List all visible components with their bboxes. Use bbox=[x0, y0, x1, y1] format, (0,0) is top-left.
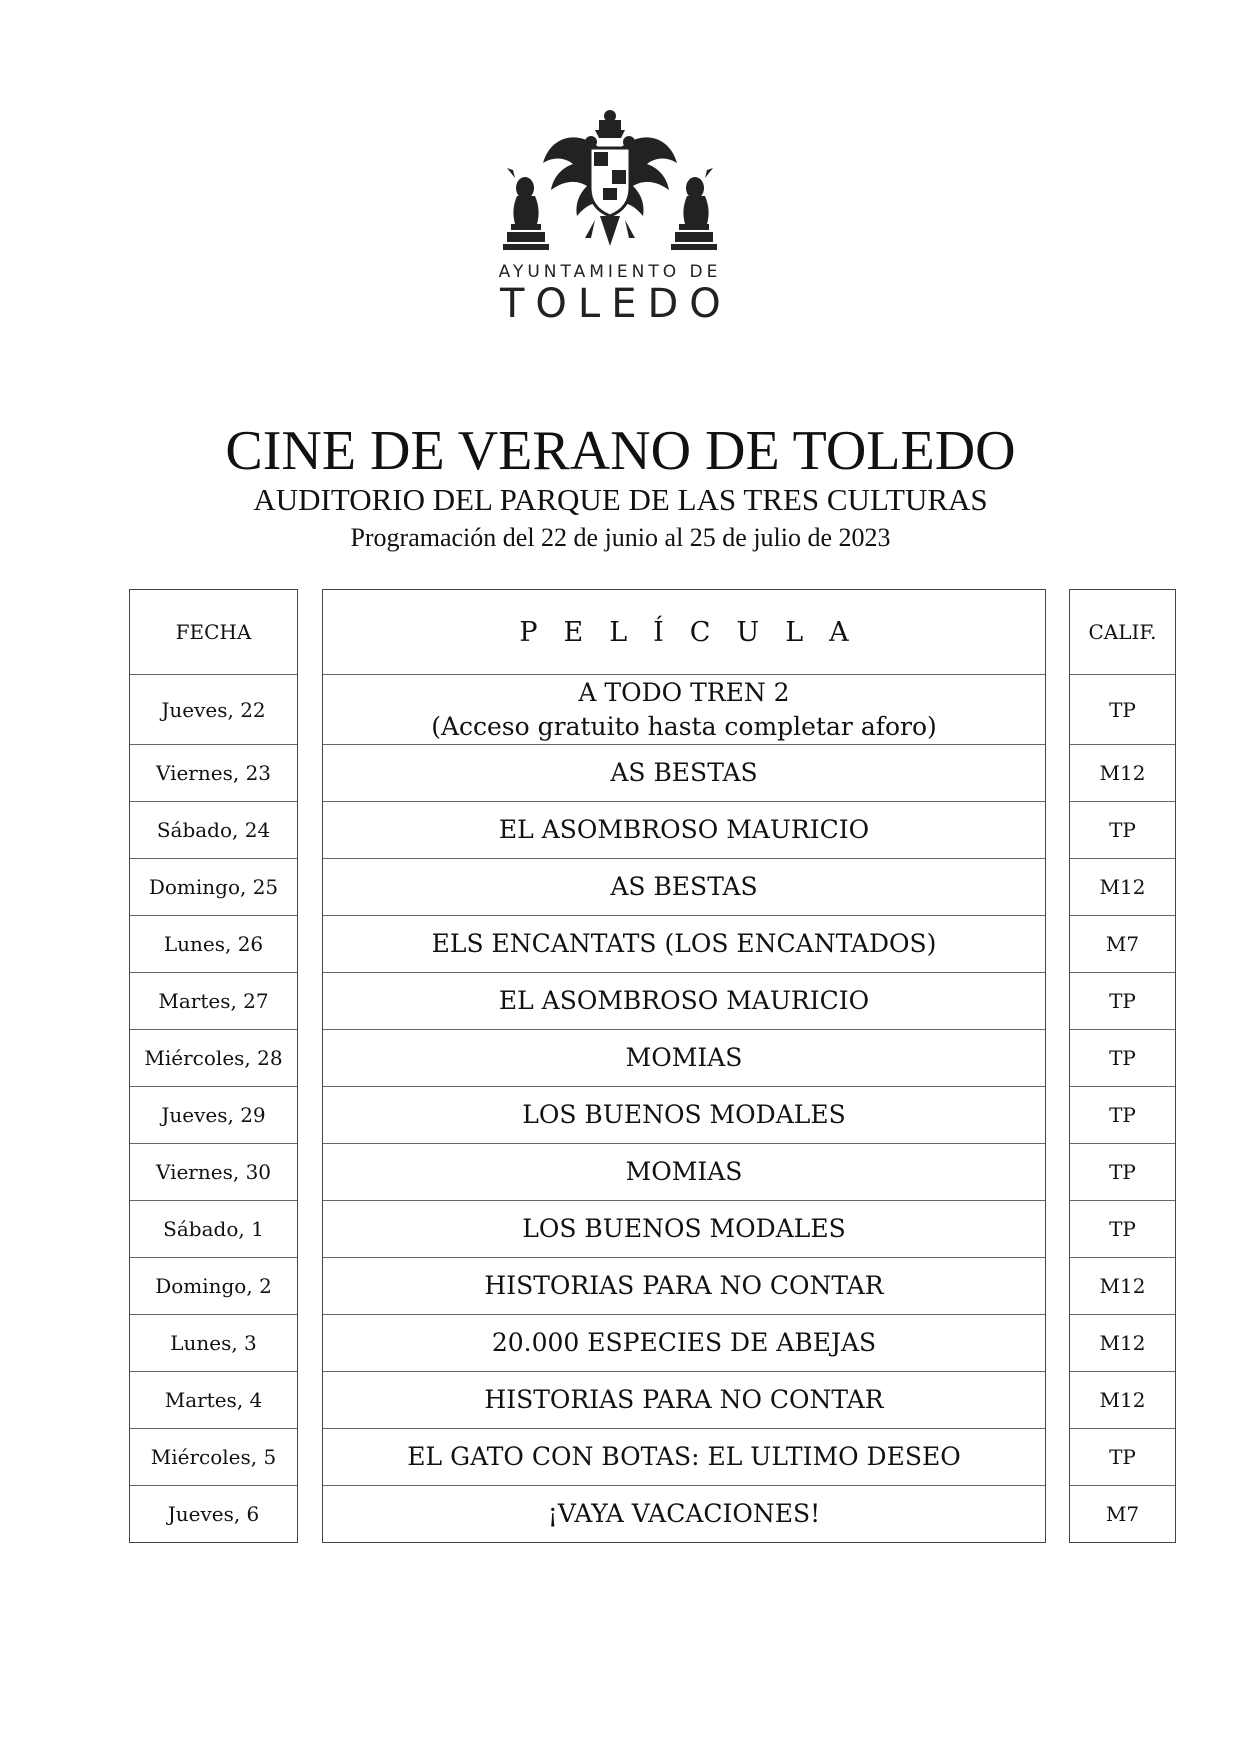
date-cell: Jueves, 22 bbox=[130, 674, 297, 744]
date-cell: Domingo, 2 bbox=[130, 1257, 297, 1314]
rating-cell: TP bbox=[1070, 674, 1175, 744]
film-cell: AS BESTAS bbox=[323, 744, 1045, 801]
film-cell: EL ASOMBROSO MAURICIO bbox=[323, 972, 1045, 1029]
film-cell: MOMIAS bbox=[323, 1143, 1045, 1200]
date-cell: Viernes, 30 bbox=[130, 1143, 297, 1200]
ayuntamiento-logo bbox=[490, 108, 730, 348]
rating-cell: M12 bbox=[1070, 1314, 1175, 1371]
rating-cell: M12 bbox=[1070, 858, 1175, 915]
rating-cell: TP bbox=[1070, 1029, 1175, 1086]
film-cell: HISTORIAS PARA NO CONTAR bbox=[323, 1257, 1045, 1314]
double-headed-eagle-coat-of-arms-icon bbox=[495, 108, 725, 258]
date-cell: Lunes, 26 bbox=[130, 915, 297, 972]
rating-cell: M7 bbox=[1070, 1485, 1175, 1542]
rating-cell: TP bbox=[1070, 801, 1175, 858]
date-header: FECHA bbox=[175, 620, 252, 644]
film-cell: LOS BUENOS MODALES bbox=[323, 1200, 1045, 1257]
logo-city-name: TOLEDO bbox=[500, 281, 732, 327]
film-cell: AS BESTAS bbox=[323, 858, 1045, 915]
date-cell: Miércoles, 5 bbox=[130, 1428, 297, 1485]
rating-cell: TP bbox=[1070, 1143, 1175, 1200]
film-cell: LOS BUENOS MODALES bbox=[323, 1086, 1045, 1143]
rating-cell: TP bbox=[1070, 972, 1175, 1029]
film-cell: MOMIAS bbox=[323, 1029, 1045, 1086]
film-title: A TODO TREN 2 bbox=[578, 677, 790, 707]
film-cell: EL GATO CON BOTAS: EL ULTIMO DESEO bbox=[323, 1428, 1045, 1485]
rating-column bbox=[1069, 589, 1176, 1543]
date-cell: Martes, 4 bbox=[130, 1371, 297, 1428]
film-cell bbox=[323, 674, 1045, 744]
date-cell: Jueves, 29 bbox=[130, 1086, 297, 1143]
film-cell: EL ASOMBROSO MAURICIO bbox=[323, 801, 1045, 858]
film-note: (Acceso gratuito hasta completar aforo) bbox=[431, 711, 937, 741]
date-cell: Sábado, 1 bbox=[130, 1200, 297, 1257]
rating-cell: M12 bbox=[1070, 1257, 1175, 1314]
film-header: PELÍCULA bbox=[519, 616, 875, 648]
rating-cell: M12 bbox=[1070, 744, 1175, 801]
film-cell: ¡VAYA VACACIONES! bbox=[323, 1485, 1045, 1542]
date-cell: Lunes, 3 bbox=[130, 1314, 297, 1371]
film-cell: 20.000 ESPECIES DE ABEJAS bbox=[323, 1314, 1045, 1371]
rating-cell: M12 bbox=[1070, 1371, 1175, 1428]
rating-cell: TP bbox=[1070, 1428, 1175, 1485]
film-column bbox=[322, 589, 1046, 1543]
page-title: CINE DE VERANO DE TOLEDO bbox=[225, 420, 1016, 482]
rating-header: CALIF. bbox=[1088, 620, 1157, 644]
date-cell: Viernes, 23 bbox=[130, 744, 297, 801]
page-subtitle: AUDITORIO DEL PARQUE DE LAS TRES CULTURAS bbox=[253, 482, 988, 517]
date-cell: Miércoles, 28 bbox=[130, 1029, 297, 1086]
date-cell: Jueves, 6 bbox=[130, 1485, 297, 1542]
rating-cell: TP bbox=[1070, 1086, 1175, 1143]
rating-cell: M7 bbox=[1070, 915, 1175, 972]
date-column bbox=[129, 589, 298, 1543]
date-cell: Domingo, 25 bbox=[130, 858, 297, 915]
date-cell: Sábado, 24 bbox=[130, 801, 297, 858]
film-cell: ELS ENCANTATS (LOS ENCANTADOS) bbox=[323, 915, 1045, 972]
rating-cell: TP bbox=[1070, 1200, 1175, 1257]
date-cell: Martes, 27 bbox=[130, 972, 297, 1029]
film-cell: HISTORIAS PARA NO CONTAR bbox=[323, 1371, 1045, 1428]
logo-subtitle: AYUNTAMIENTO DE bbox=[498, 262, 722, 282]
programme-dates: Programación del 22 de junio al 25 de julio de 2023 bbox=[350, 523, 891, 552]
